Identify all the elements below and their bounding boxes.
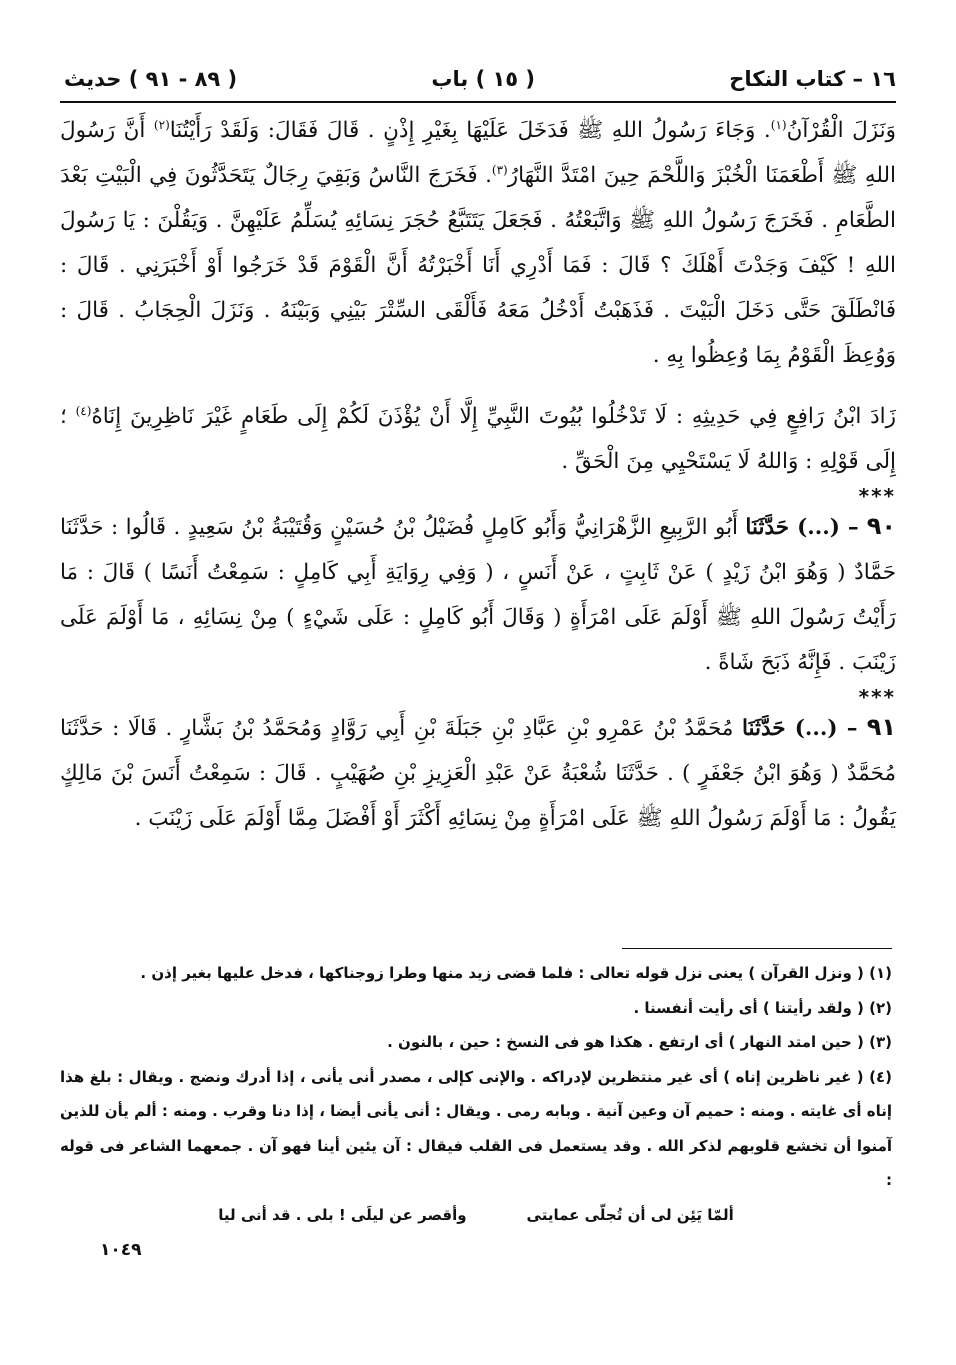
hadith-90: [60, 504, 896, 685]
footnote-marker-2: (٢): [153, 117, 170, 132]
footnote-3: (٣) ( حين امتد النهار ) أى ارتفع . هكذا هو فى النسخ : حين ، بالنون .: [387, 1033, 892, 1051]
section-separator-stars: ***: [858, 484, 896, 508]
header-divider: [60, 101, 896, 103]
footnote-divider: [622, 948, 892, 949]
main-text: [60, 108, 896, 841]
paragraph-ibn-rafi-addition: [60, 394, 896, 484]
text-run: أَنَّ رَسُولَ اللهِ ﷺ أَطْعَمَنَا الْخُبْزَ وَاللَّحْمَ حِينَ امْتَدَّ النَّهَارُ: [60, 118, 896, 188]
paragraph-hadith-continuation: [60, 108, 896, 378]
hadith-lead: – (...) حَدَّثَنَا: [745, 515, 867, 540]
section-separator-stars: ***: [858, 685, 896, 709]
header-book-title: ١٦ – كتاب النكاح: [729, 67, 896, 91]
hadith-number: ٩٠: [866, 512, 896, 540]
text-run: وَنَزَلَ الْقُرْآنُ: [786, 118, 896, 143]
hadith-91: [60, 705, 896, 841]
hadith-lead: – (...) حَدَّثَنَا: [741, 716, 867, 741]
header-chapter: ( ١٥ ) باب: [431, 67, 536, 91]
footnote-marker-4: (٤): [75, 403, 92, 418]
text-run: . وَجَاءَ رَسُولُ اللهِ ﷺ فَدَخَلَ عَلَيْهَا بِغَيْرِ إِذْنٍ . قَالَ فَقَالَ: وَلَقَدْ رَأَيْتُنَا: [169, 118, 771, 143]
footnote-4: (٤) ( غير ناظرين إناه ) أى غير منتظرين لإدراكه . والإنى كإلى ، مصدر أنى يأنى ، إذا أدرك ونضج . ويقال : بلغ هذا إناه أى غايته . ومنه : حميم آن وعين آنية . وبابه رمى . ويقال : أنى يأنى أيضا ، إذا دنا وقرب . ومنه : ألم يأن للذين آمنوا أن تخشع قلوبهم لذكر الله . وقد يستعمل فى القلب فيقال : آن يئين أينا فهو آن . جمعهما الشاعر فى قوله :: [60, 1067, 892, 1189]
text-run: زَادَ ابْنُ رَافِعٍ فِي حَدِيثِهِ : لَا تَدْخُلُوا بُيُوتَ النَّبِيِّ إِلَّا أَنْ يُؤْذَنَ لَكُمْ إِلَى طَعَامٍ غَيْرَ نَاظِرِينَ إِنَاهُ: [91, 404, 897, 429]
hadith-text: مُحَمَّدُ بْنُ عَمْرِو بْنِ عَبَّادِ بْنِ جَبَلَةَ بْنِ أَبِي رَوَّادٍ وَمُحَمَّدُ بْنُ بَشَّارٍ . قَالَا : حَدَّثَنَا مُحَمَّدٌ ( وَهُوَ ابْنُ جَعْفَرٍ ) . حَدَّثَنَا شُعْبَةُ عَنْ عَبْدِ الْعَزِيزِ بْنِ صُهَيْبٍ . قَالَ : سَمِعْتُ أَنَسَ بْنَ مَالِكٍ يَقُولُ : مَا أَوْلَمَ رَسُولُ اللهِ ﷺ عَلَى امْرَأَةٍ مِنْ نِسَائِهِ أَكْثَرَ أَوْ أَفْضَلَ مِمَّا أَوْلَمَ عَلَى زَيْنَبَ .: [60, 716, 896, 831]
header-hadith-range: ( ٨٩ - ٩١ ) حديث: [64, 67, 238, 91]
verse-second-hemistich: وأقصر عن ليلَى ! بلى . قد أنى ليا: [218, 1205, 467, 1224]
page-header: [64, 62, 896, 96]
text-run: ؛ إِلَى قَوْلِهِ : وَاللهُ لَا يَسْتَحْيِي مِنَ الْحَقِّ .: [60, 404, 896, 474]
hadith-text: أَبُو الرَّبِيعِ الزَّهْرَانِيُّ وَأَبُو كَامِلٍ فُضَيْلُ بْنُ حُسَيْنٍ وَقُتَيْبَةُ بْنُ سَعِيدٍ . قَالُوا : حَدَّثَنَا حَمَّادٌ ( وَهُوَ ابْنُ زَيْدٍ ) عَنْ ثَابِتٍ ، عَنْ أَنَسٍ ، ( وَفِي رِوَايَةِ أَبِي كَامِلٍ : سَمِعْتُ أَنَسًا ) قَالَ : مَا رَأَيْتُ رَسُولَ اللهِ ﷺ أَوْلَمَ عَلَى امْرَأَةٍ ( وَقَالَ أَبُو كَامِلٍ : عَلَى شَيْءٍ ) مِنْ نِسَائِهِ ، مَا أَوْلَمَ عَلَى زَيْنَبَ . فَإِنَّهُ ذَبَحَ شَاةً .: [60, 515, 896, 675]
hadith-number: ٩١: [866, 713, 896, 741]
poetry-verse: [60, 1198, 892, 1233]
text-run: . فَخَرَجَ النَّاسُ وَبَقِيَ رِجَالٌ يَتَحَدَّثُونَ فِي الْبَيْتِ بَعْدَ الطَّعَامِ . فَخَرَجَ رَسُولُ اللهِ ﷺ وَاتَّبَعْتُهُ . فَجَعَلَ يَتَتَبَّعُ حُجَرَ نِسَائِهِ يُسَلِّمُ عَلَيْهِنَّ . وَيَقُلْنَ : يَا رَسُولَ اللهِ ! كَيْفَ وَجَدْتَ أَهْلَكَ ؟ قَالَ : فَمَا أَدْرِي أَنَا أَخْبَرْتُهُ أَنَّ الْقَوْمَ قَدْ خَرَجُوا أَوْ أَخْبَرَنِي . قَالَ : فَانْطَلَقَ حَتَّى دَخَلَ الْبَيْتَ . فَذَهَبْتُ أَدْخُلُ مَعَهُ فَأَلْقَى السِّتْرَ بَيْنِي وَبَيْنَهُ . وَنَزَلَ الْحِجَابُ . قَالَ : وَوُعِظَ الْقَوْمُ بِمَا وُعِظُوا بِهِ .: [60, 163, 896, 368]
footnote-1: (١) ( ونزل القرآن ) يعنى نزل قوله تعالى : فلما قضى زيد منها وطرا زوجناكها ، فدخل عليها بغير إذن .: [140, 964, 892, 982]
verse-first-hemistich: ألمّا يَئِن لى أن تُجلّى عمايتى: [526, 1205, 734, 1224]
footnote-2: (٢) ( ولقد رأيتنا ) أى رأيت أنفسنا .: [633, 998, 892, 1017]
page-number: ١٠٤٩: [100, 1240, 142, 1260]
footnote-marker-1: (١): [770, 117, 787, 132]
footnotes: [60, 956, 892, 1232]
footnote-marker-3: (٣): [491, 162, 508, 177]
